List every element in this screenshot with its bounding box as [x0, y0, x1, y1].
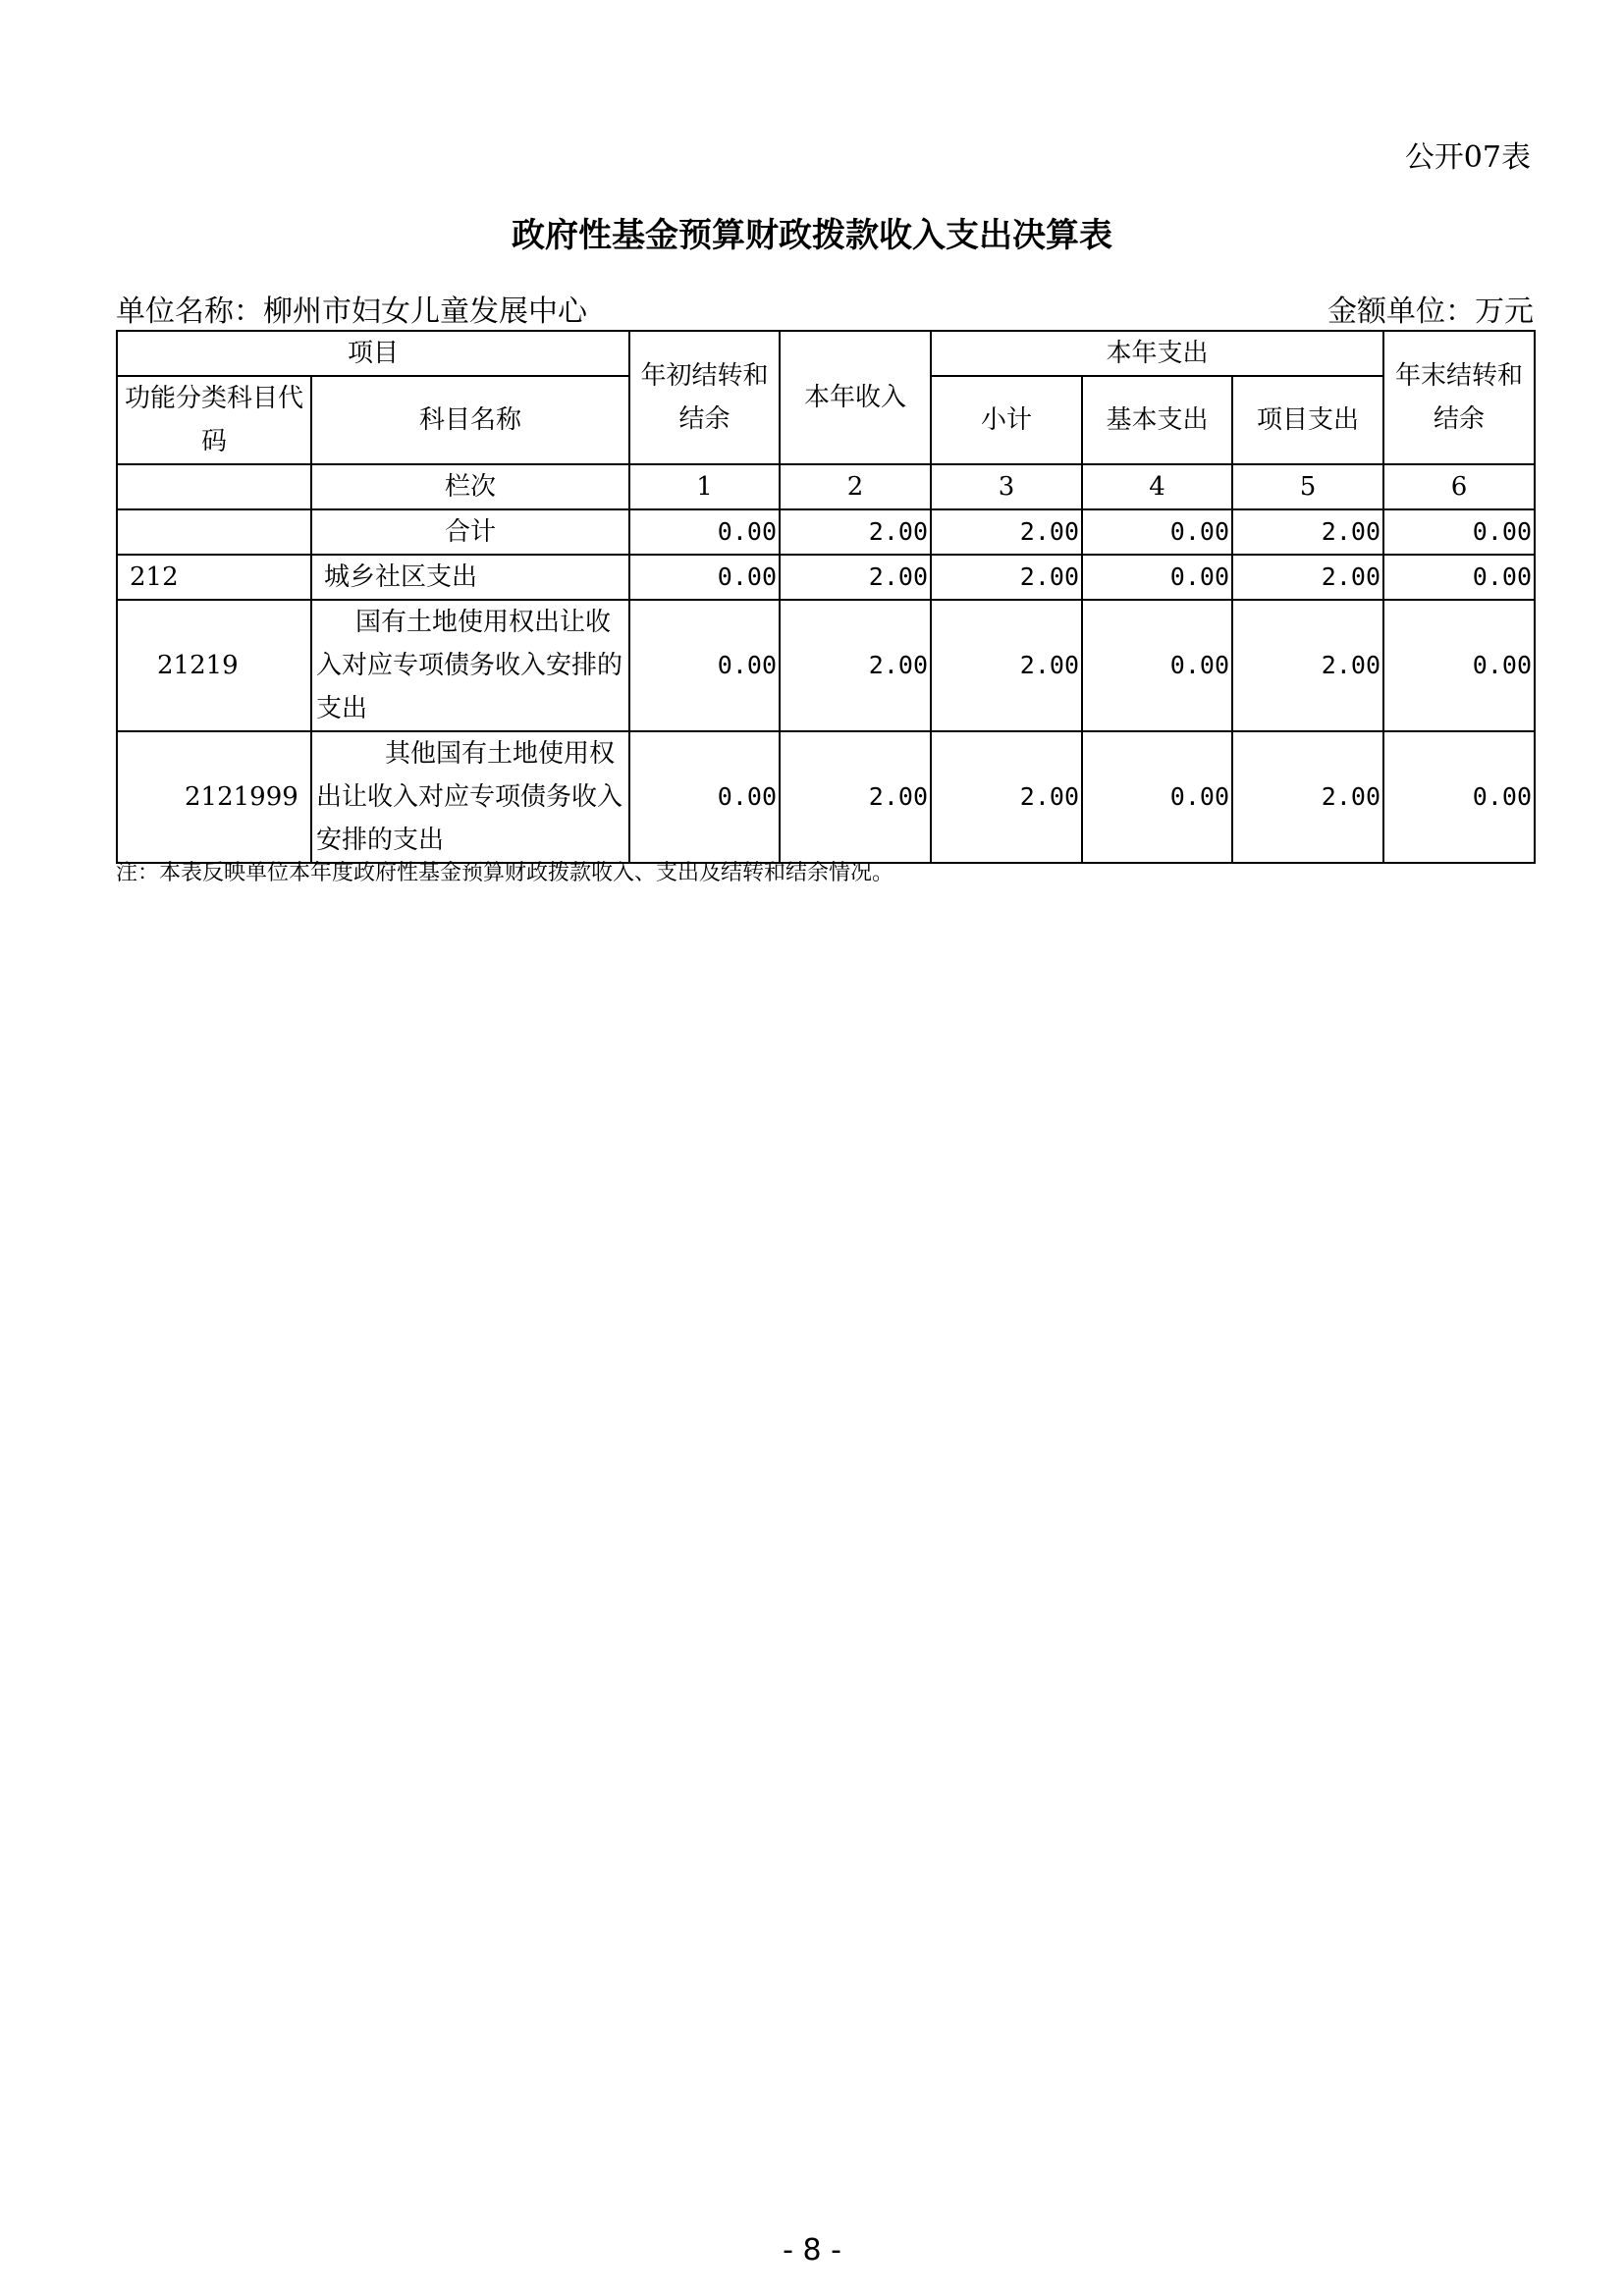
column-index-4: 4 — [1082, 464, 1232, 509]
header-year-income: 本年收入 — [780, 331, 931, 464]
column-index-2: 2 — [780, 464, 931, 509]
column-index-5: 5 — [1232, 464, 1383, 509]
row-value: 0.00 — [629, 555, 780, 600]
column-index-6: 6 — [1383, 464, 1535, 509]
row-value: 0.00 — [1082, 555, 1232, 600]
row-value: 2.00 — [1232, 731, 1383, 863]
page-number: - 8 - — [783, 2233, 841, 2268]
page-title: 政府性基金预算财政拨款收入支出决算表 — [512, 216, 1112, 255]
row-value: 0.00 — [629, 731, 780, 863]
unit-name: 单位名称：柳州市妇女儿童发展中心 — [116, 294, 587, 329]
column-index-label: 栏次 — [311, 464, 629, 509]
row-value: 2.00 — [1232, 555, 1383, 600]
header-basic-expense: 基本支出 — [1082, 376, 1232, 464]
total-value: 0.00 — [1082, 509, 1232, 555]
subject-name: 国有土地使用权出让收入对应专项债务收入安排的支出 — [311, 600, 629, 731]
header-subtotal: 小计 — [931, 376, 1082, 464]
total-value: 0.00 — [1383, 509, 1535, 555]
func-code: 212 — [117, 555, 311, 600]
func-code: 2121999 — [117, 731, 311, 863]
row-value: 0.00 — [629, 600, 780, 731]
report-table — [116, 330, 1536, 864]
row-value: 0.00 — [1082, 731, 1232, 863]
amount-unit: 金额单位：万元 — [1327, 294, 1534, 329]
row-value: 0.00 — [1383, 731, 1535, 863]
row-value: 0.00 — [1383, 600, 1535, 731]
subject-name: 其他国有土地使用权出让收入对应专项债务收入安排的支出 — [311, 731, 629, 863]
column-index-row — [117, 464, 1535, 509]
row-value: 2.00 — [931, 731, 1082, 863]
total-value: 2.00 — [931, 509, 1082, 555]
row-value: 2.00 — [780, 555, 931, 600]
header-row-1 — [117, 331, 1535, 376]
row-value: 2.00 — [1232, 600, 1383, 731]
row-value: 2.00 — [931, 600, 1082, 731]
total-value: 0.00 — [629, 509, 780, 555]
header-year-expense: 本年支出 — [931, 331, 1383, 376]
form-code: 公开07表 — [1404, 140, 1531, 175]
total-value: 2.00 — [1232, 509, 1383, 555]
header-project-expense: 项目支出 — [1232, 376, 1383, 464]
column-index-1: 1 — [629, 464, 780, 509]
column-index-blank — [117, 464, 311, 509]
subject-name: 城乡社区支出 — [311, 555, 629, 600]
header-end-balance: 年末结转和结余 — [1383, 331, 1535, 464]
row-value: 2.00 — [780, 731, 931, 863]
func-code: 21219 — [117, 600, 311, 731]
header-subject-name: 科目名称 — [311, 376, 629, 464]
row-value: 2.00 — [931, 555, 1082, 600]
meta-row — [116, 287, 1534, 330]
table-note: 注：本表反映单位本年度政府性基金预算财政拨款收入、支出及结转和结余情况。 — [116, 861, 894, 885]
row-value: 0.00 — [1383, 555, 1535, 600]
total-value: 2.00 — [780, 509, 931, 555]
table-row — [117, 555, 1535, 600]
header-func-code: 功能分类科目代码 — [117, 376, 311, 464]
total-label: 合计 — [311, 509, 629, 555]
table-row — [117, 600, 1535, 731]
row-value: 2.00 — [780, 600, 931, 731]
header-begin-balance: 年初结转和结余 — [629, 331, 780, 464]
table-row — [117, 731, 1535, 863]
column-index-3: 3 — [931, 464, 1082, 509]
total-code-blank — [117, 509, 311, 555]
header-item: 项目 — [117, 331, 629, 376]
row-value: 0.00 — [1082, 600, 1232, 731]
total-row — [117, 509, 1535, 555]
